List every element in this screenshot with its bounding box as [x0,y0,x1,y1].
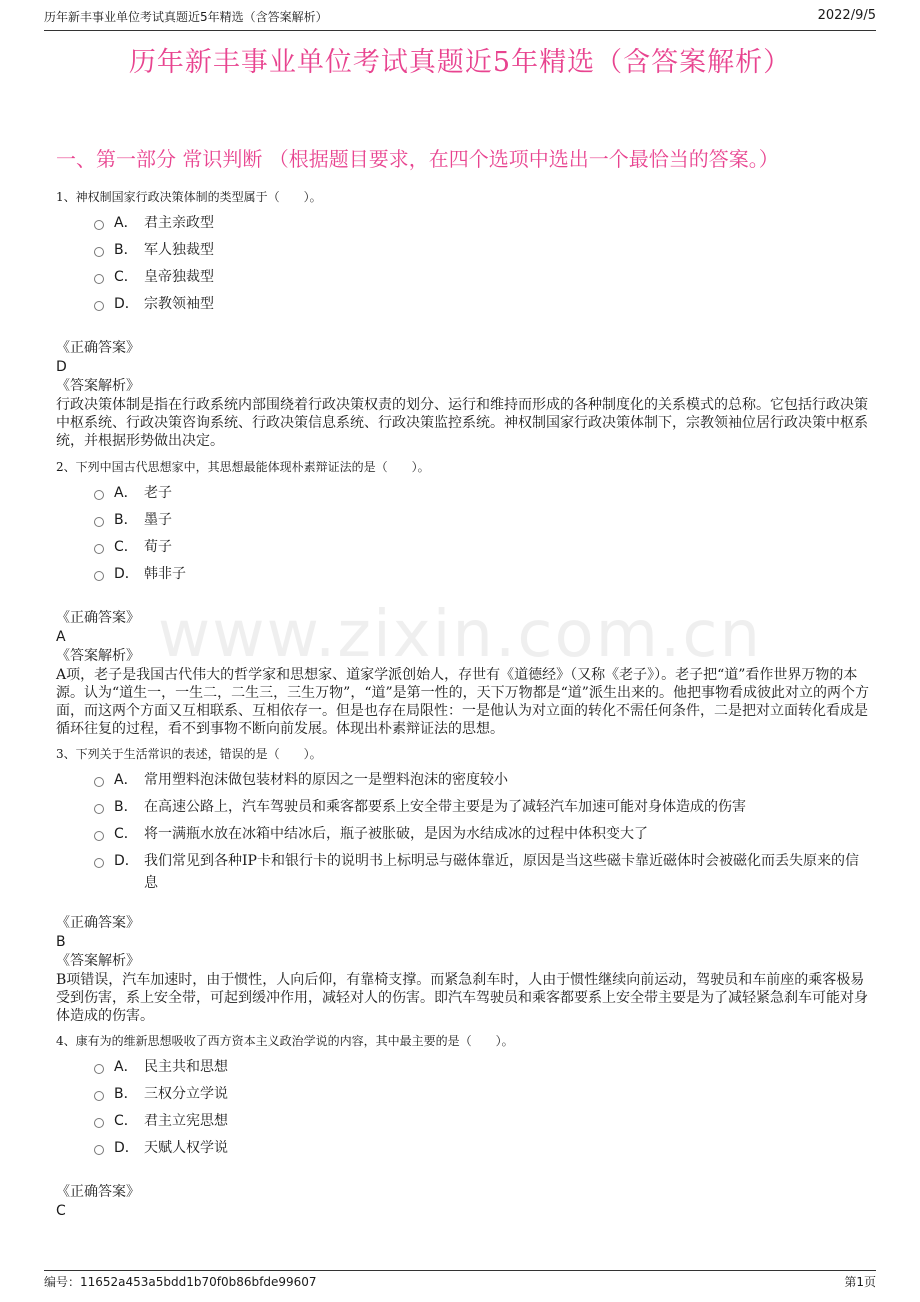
analysis-label: 《答案解析》 [56,953,140,969]
radio-icon[interactable] [94,831,104,841]
section-title: 一、第一部分 常识判断 （根据题目要求，在四个选项中选出一个最恰当的答案。） [56,147,779,171]
answer-block [56,339,871,450]
option-a[interactable]: A． 常用塑料泡沫做包装材料的原因之一是塑料泡沫的密度较小 [94,769,871,791]
radio-icon[interactable] [94,301,104,311]
question-stem: 4、康有为的维新思想吸收了西方资本主义政治学说的内容，其中最主要的是（ ）。 [56,1034,514,1048]
option-d[interactable]: D． 天赋人权学说 [94,1137,871,1159]
answer-block [56,609,871,738]
correct-answer-label: 《正确答案》 [56,1184,140,1200]
option-a[interactable]: A． 老子 [94,482,871,504]
options-list [56,1056,871,1159]
radio-icon[interactable] [94,274,104,284]
radio-icon[interactable] [94,777,104,787]
question-2 [56,458,871,738]
page-footer [44,1270,876,1290]
analysis-text: 行政决策体制是指在行政系统内部围绕着行政决策权责的划分、运行和维持而形成的各种制度化的关系模式的总称。它包括行政决策中枢系统、行政决策咨询系统、行政决策信息系统、行政决策监控系统。神权制国家行政决策体制下，宗教领袖位居行政决策中枢系统，并根据形势做出决定。 [56,397,868,449]
radio-icon[interactable] [94,220,104,230]
correct-answer-label: 《正确答案》 [56,610,140,626]
option-d[interactable]: D． 我们常见到各种IP卡和银行卡的说明书上标明忌与磁体靠近，原因是当这些磁卡靠近磁体时会被磁化而丢失原来的信息 [94,850,871,894]
option-c[interactable]: C． 将一满瓶水放在冰箱中结冰后，瓶子被胀破，是因为水结成冰的过程中体积变大了 [94,823,871,845]
radio-icon[interactable] [94,490,104,500]
analysis-text: A项，老子是我国古代伟大的哲学家和思想家、道家学派创始人，存世有《道德经》（又称《老子》）。老子把“道”看作世界万物的本源。认为“道生一，一生二，二生三，三生万物”，“道”是第一性的，天下万物都是“道”派生出来的。他把事物看成彼此对立的两个方面，而这两个方面又互相联系、互相依存一。但是也存在局限性：一是他认为对立面的转化不需任何条件，二是把对立面转化看成是循环往复的过程，看不到事物不断向前发展。体现出朴素辩证法的思想。 [56,667,869,737]
radio-icon[interactable] [94,804,104,814]
option-b[interactable]: B． 三权分立学说 [94,1083,871,1105]
page-header [44,8,876,31]
radio-icon[interactable] [94,517,104,527]
page-number: 第1页 [844,1275,876,1289]
radio-icon[interactable] [94,544,104,554]
radio-icon[interactable] [94,1118,104,1128]
correct-answer-value: B [56,934,66,950]
analysis-label: 《答案解析》 [56,378,140,394]
correct-answer-label: 《正确答案》 [56,915,140,931]
option-a[interactable]: A． 君主亲政型 [94,212,871,234]
question-stem: 3、下列关于生活常识的表述，错误的是（ ）。 [56,747,322,761]
correct-answer-value: C [56,1203,66,1219]
analysis-text: B项错误，汽车加速时，由于惯性，人向后仰，有靠椅支撑。而紧急刹车时，人由于惯性继续向前运动，驾驶员和车前座的乘客极易受到伤害，系上安全带，可起到缓冲作用，减轻对人的伤害。即汽车驾驶员和乘客都要系上安全带主要是为了减轻紧急刹车可能对身体造成的伤害。 [56,972,868,1024]
options-list [56,212,871,315]
options-list [56,769,871,894]
correct-answer-value: A [56,629,66,645]
document-title: 历年新丰事业单位考试真题近5年精选（含答案解析） [128,47,792,78]
option-d[interactable]: D． 宗教领袖型 [94,293,871,315]
question-4 [56,1032,871,1221]
options-list [56,482,871,585]
radio-icon[interactable] [94,1064,104,1074]
radio-icon[interactable] [94,247,104,257]
document-code: 编号：11652a453a5bdd1b70f0b86bfde99607 [44,1275,317,1289]
watermark: www.zixin.com.cn [157,598,763,672]
question-1 [56,188,871,450]
option-d[interactable]: D． 韩非子 [94,563,871,585]
correct-answer-label: 《正确答案》 [56,340,140,356]
answer-block [56,914,871,1025]
radio-icon[interactable] [94,858,104,868]
radio-icon[interactable] [94,571,104,581]
radio-icon[interactable] [94,1091,104,1101]
header-doc-name: 历年新丰事业单位考试真题近5年精选（含答案解析） [44,10,328,24]
analysis-label: 《答案解析》 [56,648,140,664]
correct-answer-value: D [56,359,67,375]
option-b[interactable]: B． 军人独裁型 [94,239,871,261]
question-stem: 1、神权制国家行政决策体制的类型属于（ ）。 [56,190,322,204]
option-b[interactable]: B． 墨子 [94,509,871,531]
option-c[interactable]: C． 皇帝独裁型 [94,266,871,288]
option-c[interactable]: C． 君主立宪思想 [94,1110,871,1132]
question-stem: 2、下列中国古代思想家中，其思想最能体现朴素辩证法的是（ ）。 [56,460,430,474]
option-b[interactable]: B． 在高速公路上，汽车驾驶员和乘客都要系上安全带主要是为了减轻汽车加速可能对身体造成的伤害 [94,796,871,818]
option-a[interactable]: A． 民主共和思想 [94,1056,871,1078]
answer-block [56,1183,871,1221]
header-date: 2022/9/5 [817,8,876,23]
radio-icon[interactable] [94,1145,104,1155]
question-3 [56,745,871,1025]
option-c[interactable]: C． 荀子 [94,536,871,558]
